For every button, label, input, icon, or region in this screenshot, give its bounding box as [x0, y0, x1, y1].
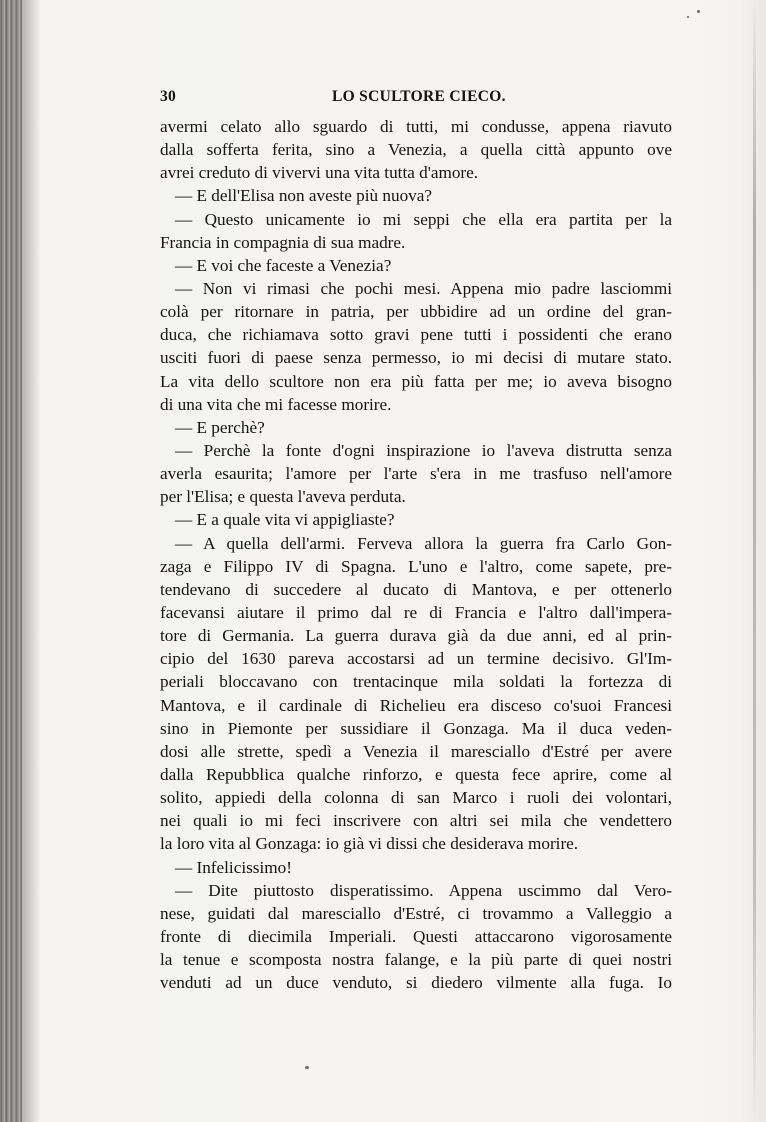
- text-line: colà per ritornare in patria, per ubbidire ad un ordine del gran-: [160, 302, 672, 322]
- text-line: venduti ad un duce venduto, si diedero vilmente alla fuga. Io: [160, 973, 672, 993]
- text-line: usciti fuori di paese senza permesso, io mi decisi di mutare stato.: [160, 348, 672, 368]
- page-header: [160, 88, 672, 112]
- text-line: La vita dello scultore non era più fatta per me; io aveva bisogno: [160, 371, 672, 391]
- page-number: 30: [160, 88, 177, 105]
- text-line: avrei creduto di vivervi una vita tutta d'amore.: [160, 163, 479, 183]
- text-line: tendevano di succedere al ducato di Mantova, e per ottenerlo: [160, 579, 672, 599]
- page-right-edge: [753, 0, 756, 1122]
- text-line: dalla sofferta ferita, sino a Venezia, a quella città appunto ove: [160, 140, 672, 160]
- text-line: — E voi che faceste a Venezia?: [175, 255, 392, 275]
- book-spine-edge: [0, 0, 22, 1122]
- text-line: periali bloccavano con trentacinque mila soldati la fortezza di: [160, 672, 672, 692]
- text-line: la loro vita al Gonzaga: io già vi dissi che desiderava morire.: [160, 834, 579, 854]
- text-line: — E dell'Elisa non aveste più nuova?: [175, 186, 433, 206]
- text-line: — E perchè?: [175, 417, 265, 437]
- text-line: — Infelicissimo!: [175, 857, 292, 877]
- text-line: Mantova, e il cardinale di Richelieu era disceso co'suoi Francesi: [160, 695, 672, 715]
- paper-speck: [687, 16, 689, 18]
- text-line: la tenue e scomposta nostra falange, e la più parte di quei nostri: [160, 950, 672, 970]
- text-line: — Non vi rimasi che pochi mesi. Appena mio padre lasciommi: [175, 278, 672, 298]
- text-line: fronte di diecimila Imperiali. Questi attaccarono vigorosamente: [160, 926, 672, 946]
- text-line: facevansi aiutare il primo dal re di Francia e l'altro dall'impera-: [160, 602, 672, 622]
- text-line: — A quella dell'armi. Ferveva allora la guerra fra Carlo Gon-: [175, 533, 672, 553]
- text-line: di una vita che mi facesse morire.: [160, 394, 392, 414]
- text-line: zaga e Filippo IV di Spagna. L'uno e l'altro, come sapete, pre-: [160, 556, 672, 576]
- text-line: solito, appiedi della colonna di san Marco i ruoli dei volontari,: [160, 788, 672, 808]
- text-line: duca, che richiamava sotto gravi pene tutti i possidenti che erano: [160, 325, 672, 345]
- running-title: LO SCULTORE CIECO.: [332, 88, 506, 105]
- text-line: — Perchè la fonte d'ogni inspirazione io l'aveva distrutta senza: [175, 440, 672, 460]
- text-line: cipio del 1630 pareva accostarsi ad un termine decisivo. Gl'Im-: [160, 649, 672, 669]
- text-line: — Dite piuttosto disperatissimo. Appena uscimmo dal Vero-: [175, 880, 672, 900]
- text-line: — E a quale vita vi appigliaste?: [175, 510, 395, 530]
- text-line: dosi alle strette, spedì a Venezia il maresciallo d'Estré per avere: [160, 741, 672, 761]
- paper-speck: [697, 10, 700, 13]
- text-line: — Questo unicamente io mi seppi che ella era partita per la: [175, 209, 672, 229]
- text-line: Francia in compagnia di sua madre.: [160, 232, 406, 252]
- text-line: dalla Repubblica qualche rinforzo, e questa fece aprire, come al: [160, 764, 672, 784]
- text-line: sino in Piemonte per sussidiare il Gonzaga. Ma il duca veden-: [160, 718, 672, 738]
- text-line: avermi celato allo sguardo di tutti, mi condusse, appena riavuto: [160, 117, 672, 136]
- paper-speck: [305, 1066, 309, 1069]
- text-line: nei quali io mi feci inscrivere con altri sei mila che vendettero: [160, 811, 672, 831]
- text-line: per l'Elisa; e questa l'aveva perduta.: [160, 487, 406, 507]
- gutter-shadow: [22, 0, 40, 1122]
- body-text: [160, 115, 672, 994]
- text-line: nese, guidati dal maresciallo d'Estré, ci trovammo a Valleggio a: [160, 903, 672, 923]
- text-line: averla esaurita; l'amore per l'arte s'era in me trasfuso nell'amore: [160, 464, 672, 484]
- text-line: tore di Germania. La guerra durava già da due anni, ed al prin-: [160, 626, 672, 646]
